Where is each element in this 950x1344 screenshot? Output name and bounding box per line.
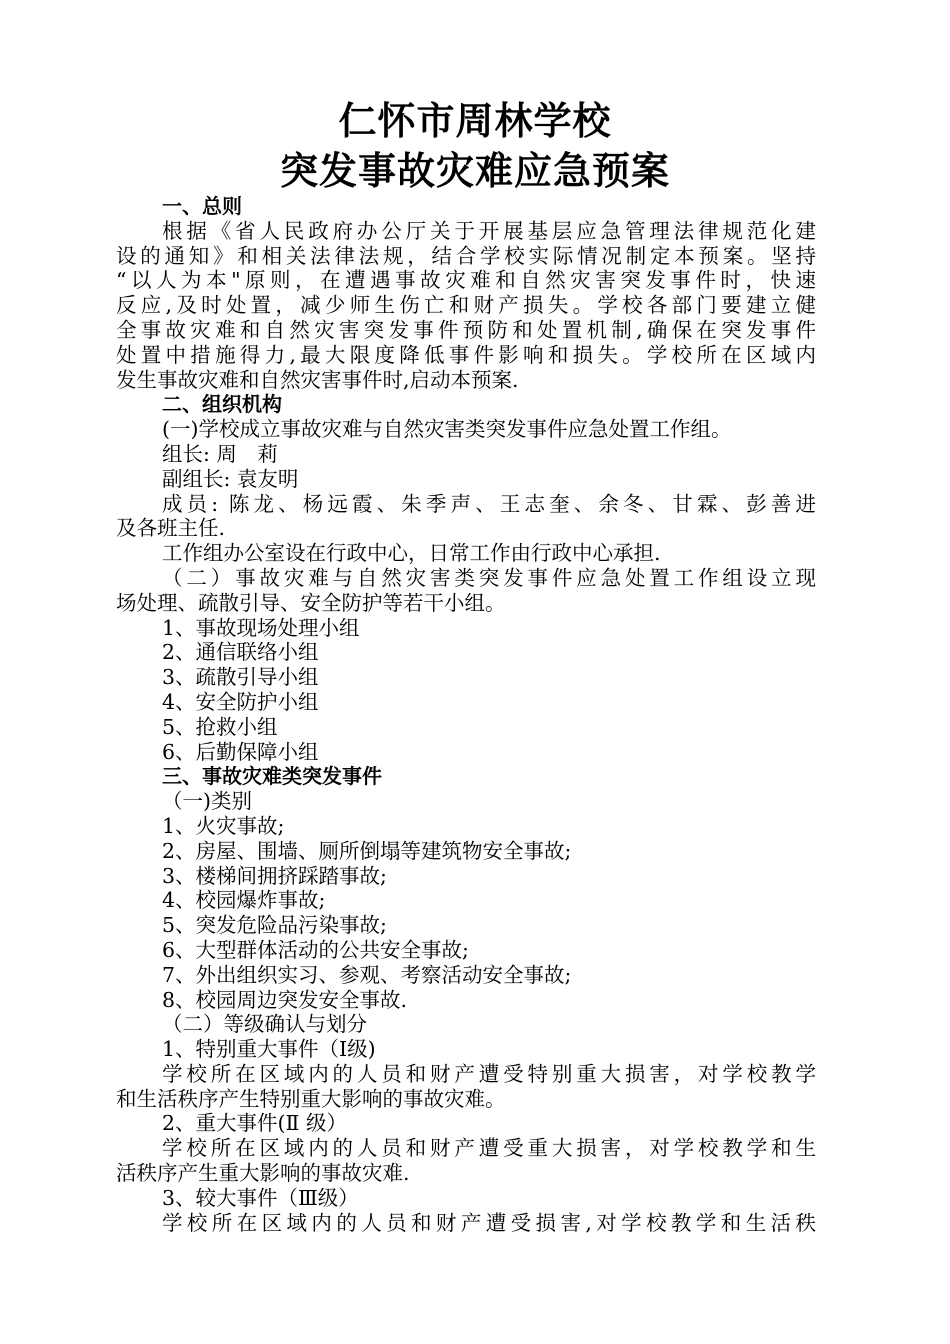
text-line: 组长: 周 莉 — [162, 441, 278, 466]
text-line: 全事故灾难和自然灾害突发事件预防和处置机制,确保在突发事件 — [116, 317, 816, 342]
text-line: 1、事故现场处理小组 — [162, 615, 360, 640]
text-line: 发生事故灾难和自然灾害事件时,启动本预案. — [116, 367, 519, 392]
text-line: 2、房屋、围墙、厕所倒塌等建筑物安全事故; — [162, 838, 572, 863]
text-line: 3、楼梯间拥挤踩踏事故; — [162, 863, 387, 888]
text-line: （一)类别 — [162, 789, 252, 814]
document-title-line2: 突发事故灾难应急预案 — [279, 148, 670, 193]
text-line: 2、重大事件(Ⅱ 级） — [162, 1111, 347, 1136]
text-line: 1、特别重大事件（Ⅰ级) — [162, 1037, 376, 1062]
text-line: 及各班主任. — [116, 516, 226, 541]
text-line: 4、安全防护小组 — [162, 689, 319, 714]
section-heading: 三、事故灾难类突发事件 — [162, 764, 382, 789]
text-line: 5、突发危险品污染事故; — [162, 913, 387, 938]
text-line: 学校所在区域内的人员和财产遭受损害,对学校教学和生活秩 — [162, 1210, 816, 1235]
section-heading: 二、组织机构 — [162, 392, 282, 417]
text-line: 和生活秩序产生特别重大影响的事故灾难。 — [116, 1086, 506, 1111]
document-title-line1: 仁怀市周林学校 — [338, 98, 612, 143]
text-line: （二）等级确认与划分 — [162, 1012, 367, 1037]
text-line: 学校所在区域内的人员和财产遭受特别重大损害，对学校教学 — [162, 1061, 816, 1086]
text-line: （二）事故灾难与自然灾害类突发事件应急处置工作组设立现 — [162, 565, 816, 590]
text-line: 6、大型群体活动的公共安全事故; — [162, 937, 469, 962]
text-line: (一)学校成立事故灾难与自然灾害类突发事件应急处置工作组。 — [162, 417, 732, 442]
text-line: 成员: 陈龙、杨远霞、朱季声、王志奎、余冬、甘霖、彭善进 — [162, 491, 816, 516]
text-line: 处置中措施得力,最大限度降低事件影响和损失。学校所在区域内 — [116, 342, 816, 367]
text-line: 场处理、疏散引导、安全防护等若干小组。 — [116, 590, 506, 615]
text-line: 活秩序产生重大影响的事故灾难. — [116, 1161, 410, 1186]
text-line: 学校所在区域内的人员和财产遭受重大损害，对学校教学和生 — [162, 1136, 816, 1161]
text-line: 6、后勤保障小组 — [162, 739, 319, 764]
text-line: 根据《省人民政府办公厅关于开展基层应急管理法律规范化建 — [162, 218, 816, 243]
text-line: 2、通信联络小组 — [162, 640, 319, 665]
text-line: 反应,及时处置，减少师生伤亡和财产损失。学校各部门要建立健 — [116, 293, 816, 318]
text-line: 4、校园爆炸事故; — [162, 888, 326, 913]
text-line: 设的通知》和相关法律法规，结合学校实际情况制定本预案。坚持 — [116, 243, 816, 268]
text-line: 1、火灾事故; — [162, 813, 285, 838]
text-line: “以人为本"原则，在遭遇事故灾难和自然灾害突发事件时，快速 — [116, 268, 816, 293]
section-heading: 一、总则 — [162, 194, 242, 218]
text-line: 3、较大事件（Ⅲ级） — [162, 1185, 359, 1210]
text-line: 8、校园周边突发安全事故. — [162, 987, 408, 1012]
document-body — [116, 194, 816, 1235]
text-line: 副组长: 袁友明 — [162, 466, 299, 491]
text-line: 3、疏散引导小组 — [162, 665, 319, 690]
text-line: 5、抢救小组 — [162, 714, 278, 739]
text-line: 工作组办公室设在行政中心，日常工作由行政中心承担. — [162, 541, 661, 566]
text-line: 7、外出组织实习、参观、考察活动安全事故; — [162, 962, 572, 987]
